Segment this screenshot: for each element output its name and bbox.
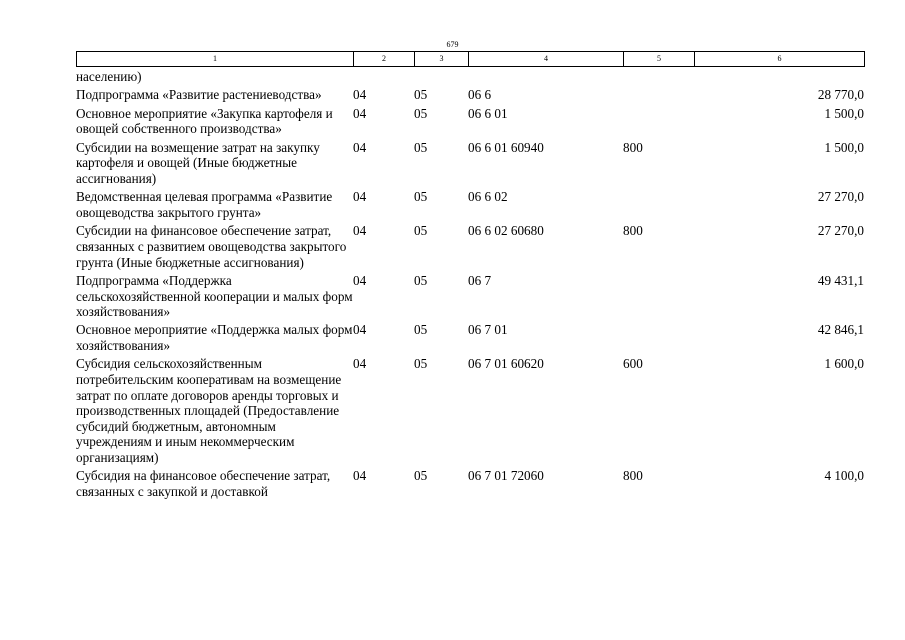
row-target-article: 06 6 02 bbox=[468, 189, 508, 205]
row-amount: 27 270,0 bbox=[817, 223, 864, 239]
page-number: 679 bbox=[446, 40, 459, 49]
row-amount: 1 500,0 bbox=[824, 105, 864, 121]
column-number-2: 2 bbox=[354, 52, 415, 67]
row-expense-type: 800 bbox=[623, 223, 643, 239]
table-row bbox=[76, 106, 864, 140]
row-name: Субсидия сельскохозяйственным потребительским кооперативам на возмещение затрат по оплате договоров аренды торговых и производственных площадей (Предоставление субсидий бюджетным, автономным учреждениям и иным некоммерческим организациям) bbox=[76, 356, 342, 466]
row-subsection: 05 bbox=[414, 322, 428, 338]
row-subsection: 05 bbox=[414, 139, 428, 155]
column-number-row bbox=[77, 52, 865, 67]
row-target-article: 06 6 01 60940 bbox=[468, 139, 544, 155]
row-name: Подпрограмма «Развитие растениеводства» bbox=[76, 87, 322, 103]
row-target-article: 06 7 01 72060 bbox=[468, 468, 544, 484]
row-name: Ведомственная целевая программа «Развитие овощеводства закрытого грунта» bbox=[76, 189, 333, 220]
table-row bbox=[76, 223, 864, 273]
column-number-1: 1 bbox=[77, 52, 354, 67]
table-row bbox=[76, 322, 864, 356]
table-row bbox=[76, 140, 864, 190]
table-row bbox=[76, 468, 864, 502]
row-name: населению) bbox=[76, 69, 142, 84]
row-target-article: 06 7 01 60620 bbox=[468, 356, 544, 372]
row-section: 04 bbox=[353, 105, 367, 121]
row-subsection: 05 bbox=[414, 87, 428, 103]
table-row bbox=[76, 273, 864, 323]
row-name: Субсидии на финансовое обеспечение затрат, связанных с развитием овощеводства закрытого грунта (Иные бюджетные ассигнования) bbox=[76, 223, 347, 270]
row-section: 04 bbox=[353, 272, 367, 288]
column-number-5: 5 bbox=[624, 52, 695, 67]
row-subsection bbox=[414, 69, 468, 87]
row-section bbox=[353, 69, 414, 87]
row-section: 04 bbox=[353, 139, 367, 155]
row-expense-type: 800 bbox=[623, 468, 643, 484]
row-amount: 4 100,0 bbox=[824, 468, 864, 484]
row-subsection: 05 bbox=[414, 468, 428, 484]
row-amount bbox=[694, 69, 864, 87]
row-name: Подпрограмма «Поддержка сельскохозяйственной кооперации и малых форм хозяйствования» bbox=[76, 272, 353, 320]
column-number-3: 3 bbox=[415, 52, 469, 67]
row-expense-type bbox=[623, 189, 694, 223]
row-amount: 28 770,0 bbox=[817, 87, 864, 103]
row-section: 04 bbox=[353, 87, 367, 103]
table-row bbox=[76, 87, 864, 105]
row-expense-type bbox=[623, 87, 694, 105]
row-amount: 1 600,0 bbox=[824, 356, 864, 372]
table-row bbox=[76, 69, 864, 87]
row-target-article: 06 7 bbox=[468, 272, 492, 288]
row-subsection: 05 bbox=[414, 189, 428, 205]
column-number-4: 4 bbox=[469, 52, 624, 67]
row-subsection: 05 bbox=[414, 272, 428, 288]
row-expense-type bbox=[623, 69, 694, 87]
row-subsection: 05 bbox=[414, 223, 428, 239]
row-amount: 27 270,0 bbox=[817, 189, 864, 205]
row-target-article: 06 6 01 bbox=[468, 105, 508, 121]
row-target-article: 06 6 02 60680 bbox=[468, 223, 544, 239]
row-name: Основное мероприятие «Поддержка малых форм хозяйствования» bbox=[76, 322, 353, 354]
row-expense-type bbox=[623, 273, 694, 323]
row-section: 04 bbox=[353, 223, 367, 239]
row-section: 04 bbox=[353, 189, 367, 205]
column-number-6: 6 bbox=[695, 52, 865, 67]
row-target-article: 06 7 01 bbox=[468, 322, 508, 338]
row-target-article bbox=[468, 69, 623, 87]
row-section: 04 bbox=[353, 468, 367, 484]
budget-table bbox=[76, 69, 864, 502]
row-amount: 49 431,1 bbox=[817, 272, 864, 288]
row-expense-type: 800 bbox=[623, 139, 643, 155]
row-amount: 42 846,1 bbox=[817, 322, 864, 338]
row-section: 04 bbox=[353, 322, 367, 338]
row-expense-type bbox=[623, 322, 694, 356]
row-subsection: 05 bbox=[414, 356, 428, 372]
row-subsection: 05 bbox=[414, 105, 428, 121]
budget-rows bbox=[76, 69, 864, 502]
column-number-header bbox=[76, 51, 865, 67]
row-name: Субсидии на возмещение затрат на закупку картофеля и овощей (Иные бюджетные ассигнования) bbox=[76, 139, 320, 186]
table-row bbox=[76, 356, 864, 468]
row-target-article: 06 6 bbox=[468, 87, 492, 103]
row-amount: 1 500,0 bbox=[824, 139, 864, 155]
row-section: 04 bbox=[353, 356, 367, 372]
row-name: Основное мероприятие «Закупка картофеля и овощей собственного производства» bbox=[76, 105, 333, 137]
row-expense-type bbox=[623, 106, 694, 140]
row-name: Субсидия на финансовое обеспечение затрат, связанных с закупкой и доставкой bbox=[76, 468, 331, 500]
row-expense-type: 600 bbox=[623, 356, 643, 372]
table-row bbox=[76, 189, 864, 223]
